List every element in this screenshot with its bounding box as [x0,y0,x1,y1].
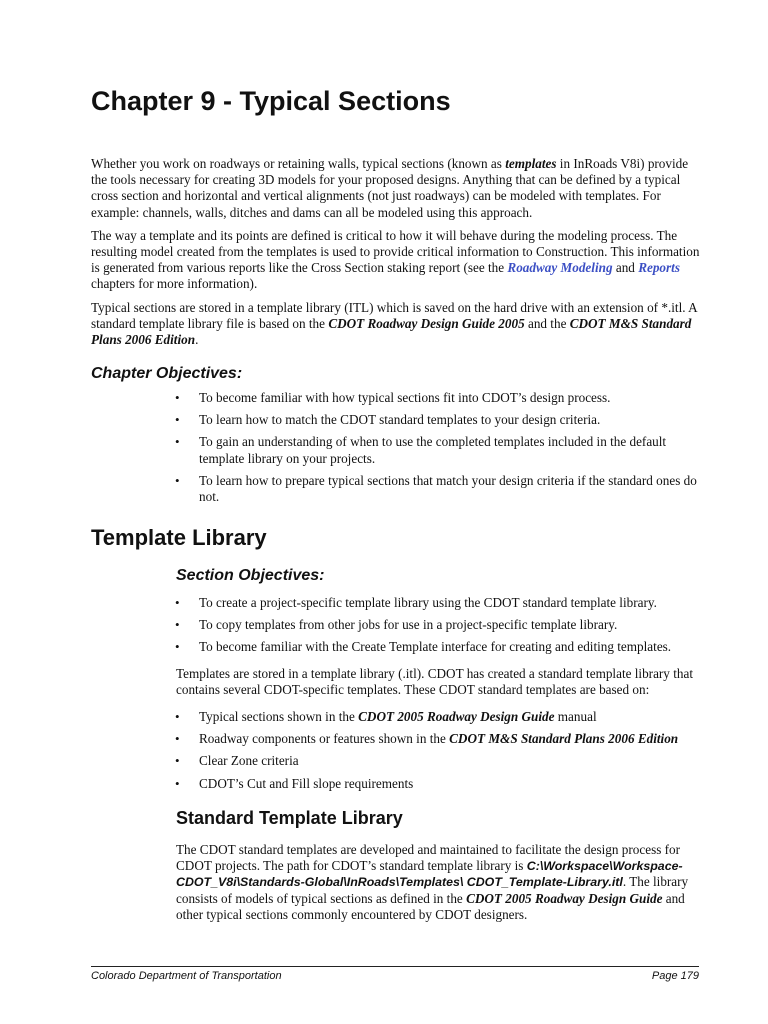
intro-section [91,156,701,348]
list-item: • To copy templates from other jobs for use in a project-specific template library. [175,617,618,633]
bullet-icon: • [175,639,180,655]
list-item: • To learn how to prepare typical sections that match your design criteria if the standard ones do not. [175,472,697,505]
bullet-icon: • [175,731,180,747]
chapter-objectives-heading: Chapter Objectives: [91,365,243,382]
bullet-icon: • [175,709,180,724]
bullet-icon: • [175,595,180,610]
bullet-icon: • [175,390,180,405]
standard-basis-list [175,709,703,798]
template-library-paragraph: Templates are stored in a template library (.itl). CDOT has created a standard template library that contains several CDOT-specific templates. These CDOT standard templates are based on: [176,666,693,698]
standard-template-library-paragraph: The CDOT standard templates are developed and maintained to facilitate the design process for CDOT projects. The path for CDOT’s standard template library is C:\Workspace\Workspace-CDOT_V8i\Standards-Global\InRoads\Templates\ CDOT_Template-Library.itl. The library consists of models of typical sections as defined in the CDOT 2005 Roadway Design Guide and other typical sections commonly encountered by CDOT designers. [176,842,689,922]
bullet-icon: • [175,434,180,450]
section-objectives-list [175,595,703,662]
footer-organization: Colorado Department of Transportation [91,970,282,982]
bullet-icon: • [175,412,180,428]
reports-link[interactable]: Reports [638,260,680,276]
list-item: • To learn how to match the CDOT standard templates to your design criteria. [175,412,601,428]
section-objectives-heading: Section Objectives: [176,567,325,584]
library-path: C:\Workspace\Workspace-CDOT_V8i\Standards-Global\InRoads\Templates\ CDOT_Template-Library.itl [176,859,683,890]
list-item: • To become familiar with how typical sections fit into CDOT’s design process. [175,390,611,405]
bullet-icon: • [175,617,180,633]
chapter-title: Chapter 9 - Typical Sections [91,86,451,116]
intro-paragraph-2: The way a template and its points are defined is critical to how it will behave during the modeling process. The resulting model created from the templates is used to provide critical information to Construction. This information is generated from various reports like the Cross Section staking report (see the Roadway Modeling and Reports chapters for more information). [91,227,700,292]
bullet-icon: • [175,775,180,791]
list-item: • CDOT’s Cut and Fill slope requirements [175,775,414,791]
templates-term: templates [505,156,557,171]
list-item: • Typical sections shown in the CDOT 2005 Roadway Design Guide manual [175,709,597,724]
list-item: • To gain an understanding of when to use the completed templates included in the default template library on your projects. [175,434,667,466]
template-library-heading: Template Library [91,525,267,550]
list-item: • To become familiar with the Create Template interface for creating and editing templates. [175,639,672,655]
intro-paragraph-1: Whether you work on roadways or retaining walls, typical sections (known as templates in InRoads V8i) provide the tools necessary for creating 3D models for your proposed designs. Anything that can be defined by a typical cross section and horizontal and vertical alignments (not just roadways) can be modeled with templates. For example: channels, walls, ditches and dams can all be modeled using this approach. [91,156,689,220]
list-item: • To create a project-specific template library using the CDOT standard template library. [175,595,657,610]
bullet-icon: • [175,472,180,488]
list-item: • Clear Zone criteria [175,753,299,769]
bullet-icon: • [175,753,180,769]
intro-paragraph-3: Typical sections are stored in a template library (ITL) which is saved on the hard drive with an extension of *.itl. A standard template library file is based on the CDOT Roadway Design Guide 2005 and the CDOT M&S Standard Plans 2006 Edition. [91,299,697,348]
footer-divider [91,966,699,967]
roadway-modeling-link[interactable]: Roadway Modeling [507,260,613,276]
chapter-objectives-list [175,390,703,511]
list-item: • Roadway components or features shown in the CDOT M&S Standard Plans 2006 Edition [175,731,679,747]
standard-template-library-heading: Standard Template Library [176,808,403,828]
page-number: Page 179 [651,970,699,982]
